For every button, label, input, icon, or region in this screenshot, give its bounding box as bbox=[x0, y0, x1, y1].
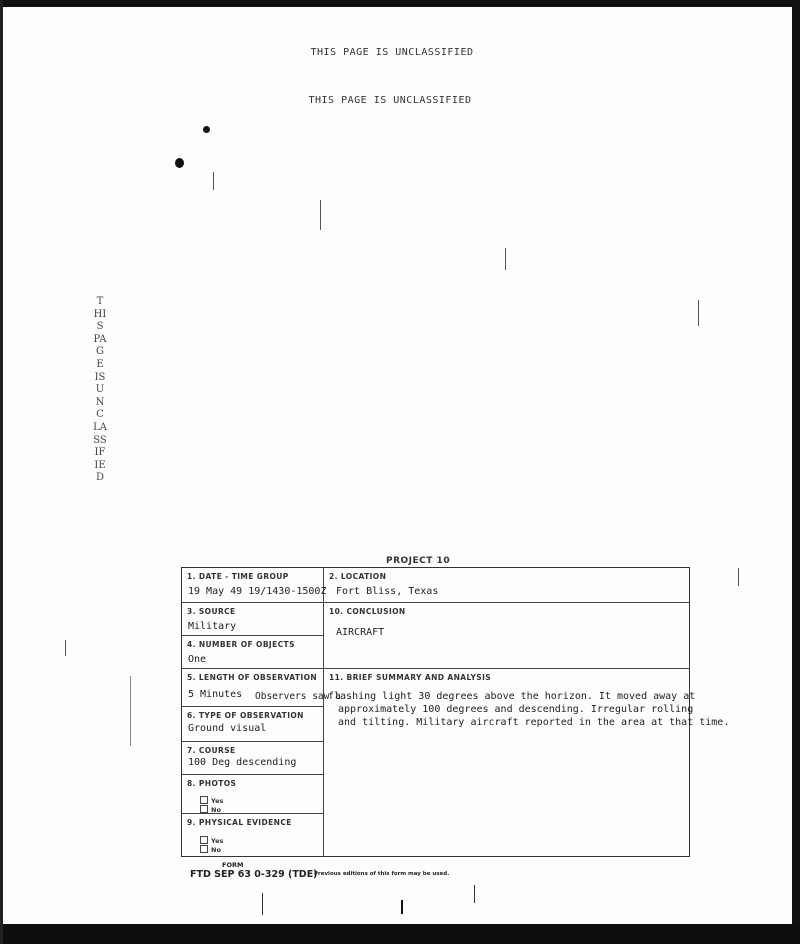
photos-yes-checkbox[interactable] bbox=[200, 796, 208, 804]
conclusion-cell bbox=[324, 603, 689, 669]
date-time-label: 1. DATE - TIME GROUP bbox=[187, 572, 289, 581]
physical-yes-checkbox[interactable] bbox=[200, 836, 208, 844]
course-value: 100 Deg descending bbox=[188, 757, 297, 768]
classification-header-top: THIS PAGE IS UNCLASSIFIED bbox=[310, 47, 474, 58]
summary-line: approximately 100 degrees and descending. Irregular rolling bbox=[338, 704, 694, 715]
date-time-value: 19 May 49 19/1430-1500Z bbox=[188, 586, 327, 597]
location-cell bbox=[324, 568, 689, 603]
scan-border-top bbox=[0, 0, 800, 7]
scan-mark bbox=[505, 248, 506, 270]
scan-mark bbox=[698, 300, 699, 326]
physical-no-option[interactable] bbox=[200, 845, 221, 854]
date-time-cell bbox=[182, 568, 327, 603]
physical-no-checkbox[interactable] bbox=[200, 845, 208, 853]
course-cell bbox=[182, 742, 324, 775]
number-of-objects-cell bbox=[182, 636, 324, 669]
physical-yes-option[interactable] bbox=[200, 836, 223, 845]
physical-evidence-cell bbox=[182, 814, 324, 856]
physical-evidence-label: 9. PHYSICAL EVIDENCE bbox=[187, 818, 292, 827]
photos-label: 8. PHOTOS bbox=[187, 779, 237, 788]
photos-no-option[interactable] bbox=[200, 805, 221, 814]
source-label: 3. SOURCE bbox=[187, 607, 236, 616]
physical-no-label: No bbox=[211, 846, 221, 854]
number-of-objects-label: 4. NUMBER OF OBJECTS bbox=[187, 640, 295, 649]
scan-mark bbox=[130, 676, 131, 746]
scan-border-right bbox=[792, 0, 800, 944]
photos-cell bbox=[182, 775, 324, 814]
scan-mark bbox=[65, 640, 66, 656]
ink-blot bbox=[203, 126, 210, 133]
summary-body bbox=[328, 690, 730, 729]
summary-label: 11. BRIEF SUMMARY AND ANALYSIS bbox=[329, 673, 492, 682]
location-value: Fort Bliss, Texas bbox=[336, 586, 439, 597]
footer-form-id: FTD SEP 63 0-329 (TDE) bbox=[190, 869, 318, 880]
scan-mark bbox=[320, 200, 321, 230]
summary-line: flashing light 30 degrees above the horizon. It moved away at bbox=[328, 691, 696, 702]
length-of-observation-label: 5. LENGTH OF OBSERVATION bbox=[187, 673, 318, 682]
photos-yes-option[interactable] bbox=[200, 796, 223, 805]
type-of-observation-label: 6. TYPE OF OBSERVATION bbox=[187, 711, 304, 720]
scan-mark bbox=[401, 900, 403, 914]
photos-no-label: No bbox=[211, 806, 221, 814]
conclusion-label: 10. CONCLUSION bbox=[329, 607, 406, 616]
conclusion-value: AIRCRAFT bbox=[336, 627, 385, 638]
scan-border-bottom bbox=[0, 924, 800, 944]
scan-mark bbox=[474, 885, 475, 903]
form-title: PROJECT 10 bbox=[386, 556, 451, 566]
summary-line: and tilting. Military aircraft reported in the area at that time. bbox=[338, 717, 730, 728]
photos-yes-label: Yes bbox=[211, 797, 224, 805]
location-label: 2. LOCATION bbox=[329, 572, 387, 581]
side-classification-stamp: THIS PAGE IS UNCLASSIFIED bbox=[93, 296, 107, 484]
scan-mark bbox=[262, 893, 263, 915]
summary-lead-text: Observers saw a bbox=[255, 691, 341, 702]
course-label: 7. COURSE bbox=[187, 746, 236, 755]
type-of-observation-cell bbox=[182, 707, 324, 742]
scan-mark bbox=[213, 172, 214, 190]
classification-header-second: THIS PAGE IS UNCLASSIFIED bbox=[308, 95, 472, 106]
source-cell bbox=[182, 603, 324, 636]
length-of-observation-value: 5 Minutes bbox=[188, 689, 243, 700]
scan-border-left bbox=[0, 0, 3, 944]
physical-yes-label: Yes bbox=[211, 837, 224, 845]
source-value: Military bbox=[188, 621, 237, 632]
photos-no-checkbox[interactable] bbox=[200, 805, 208, 813]
project-report-form bbox=[181, 567, 730, 857]
ink-blot bbox=[175, 158, 184, 168]
type-of-observation-value: Ground visual bbox=[188, 723, 267, 734]
footer-edition-note: Previous editions of this form may be used. bbox=[314, 871, 450, 877]
scan-mark bbox=[738, 568, 739, 586]
number-of-objects-value: One bbox=[188, 654, 207, 665]
footer-form-word: FORM bbox=[222, 861, 244, 869]
